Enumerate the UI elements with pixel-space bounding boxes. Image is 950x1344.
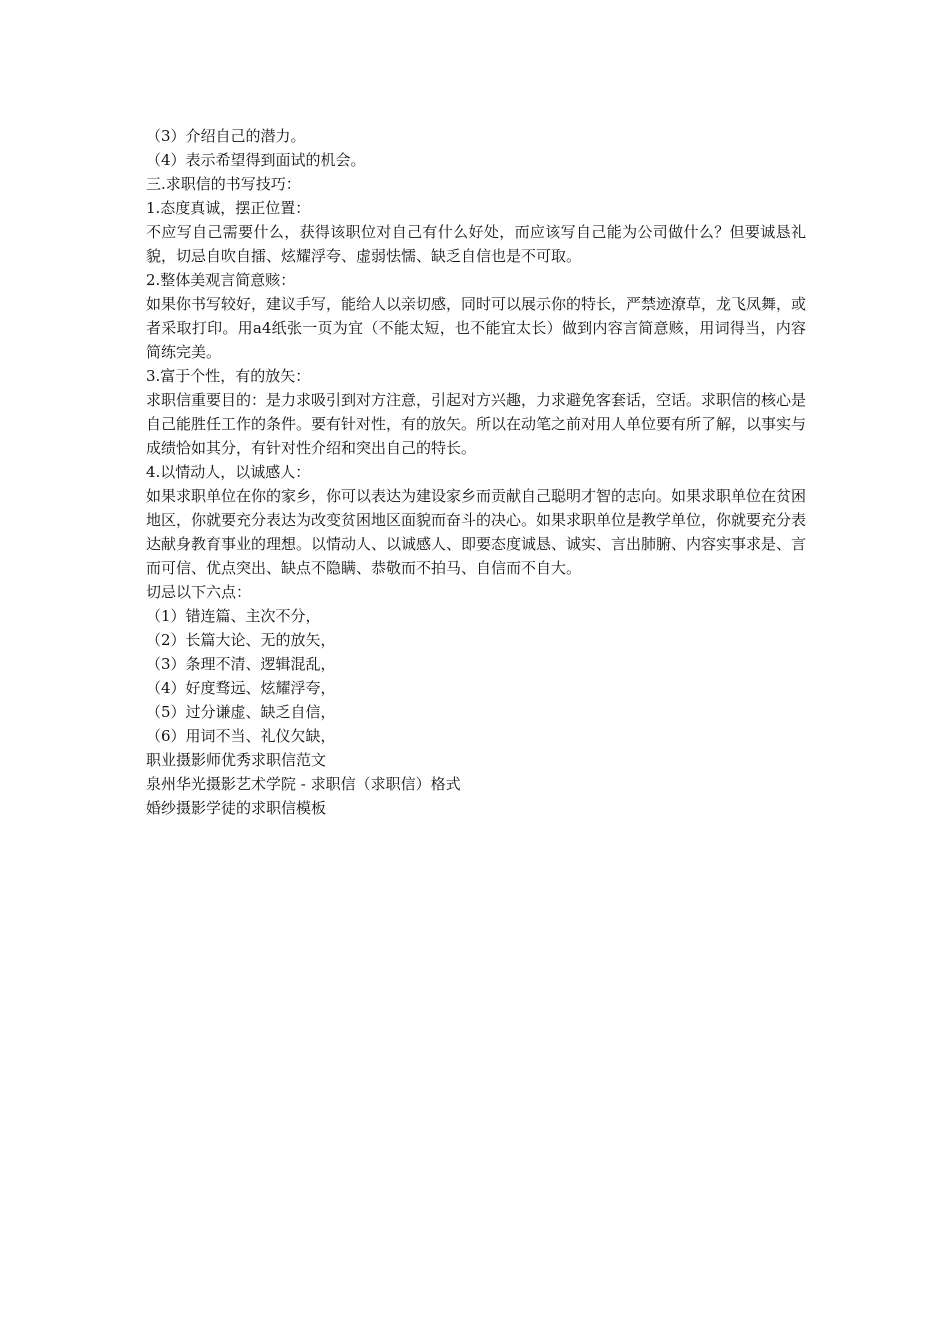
- list-item: （3）条理不清、逻辑混乱，: [146, 655, 336, 673]
- subsection-heading: 1.态度真诚，摆正位置：: [146, 199, 311, 217]
- list-item: （3）介绍自己的潜力。: [146, 127, 306, 145]
- list-item: （5）过分谦虚、缺乏自信，: [146, 703, 336, 721]
- related-link[interactable]: 泉州华光摄影艺术学院 - 求职信（求职信）格式: [146, 775, 461, 793]
- paragraph: 不应写自己需要什么，获得该职位对自己有什么好处，而应该写自己能为公司做什么？但要诚恳礼貌，切忌自吹自擂、炫耀浮夸、虚弱怯懦、缺乏自信也是不可取。: [146, 223, 806, 265]
- list-heading: 切忌以下六点：: [146, 583, 252, 601]
- document-body: [146, 124, 806, 820]
- related-link[interactable]: 职业摄影师优秀求职信范文: [146, 751, 327, 769]
- list-item: （4）表示希望得到面试的机会。: [146, 151, 366, 169]
- list-item: （4）好度骛远、炫耀浮夸，: [146, 679, 336, 697]
- list-item: （6）用词不当、礼仪欠缺，: [146, 727, 336, 745]
- list-item: （1）错连篇、主次不分，: [146, 607, 321, 625]
- subsection-heading: 3.富于个性，有的放矢：: [146, 367, 311, 385]
- subsection-heading: 4.以情动人，以诚感人：: [146, 463, 311, 481]
- paragraph: 如果求职单位在你的家乡，你可以表达为建设家乡而贡献自己聪明才智的志向。如果求职单位在贫困地区，你就要充分表达为改变贫困地区面貌而奋斗的决心。如果求职单位是教学单位，你就要充分表达献身教育事业的理想。以情动人、以诚感人、即要态度诚恳、诚实、言出肺腑、内容实事求是、言而可信、优点突出、缺点不隐瞒、恭敬而不拍马、自信而不自大。: [146, 487, 807, 577]
- paragraph: 求职信重要目的：是力求吸引到对方注意，引起对方兴趣，力求避免客套话，空话。求职信的核心是自己能胜任工作的条件。要有针对性，有的放矢。所以在动笔之前对用人单位要有所了解，以事实与成绩恰如其分，有针对性介绍和突出自己的特长。: [146, 391, 807, 457]
- section-heading: 三.求职信的书写技巧：: [146, 175, 301, 193]
- paragraph: 如果你书写较好，建议手写，能给人以亲切感，同时可以展示你的特长，严禁迹潦草，龙飞凤舞，或者采取打印。用a4纸张一页为宜（不能太短，也不能宜太长）做到内容言简意赅，用词得当，内容简练完美。: [146, 295, 807, 361]
- list-item: （2）长篇大论、无的放矢，: [146, 631, 336, 649]
- related-link[interactable]: 婚纱摄影学徒的求职信模板: [146, 799, 327, 817]
- subsection-heading: 2.整体美观言简意赅：: [146, 271, 296, 289]
